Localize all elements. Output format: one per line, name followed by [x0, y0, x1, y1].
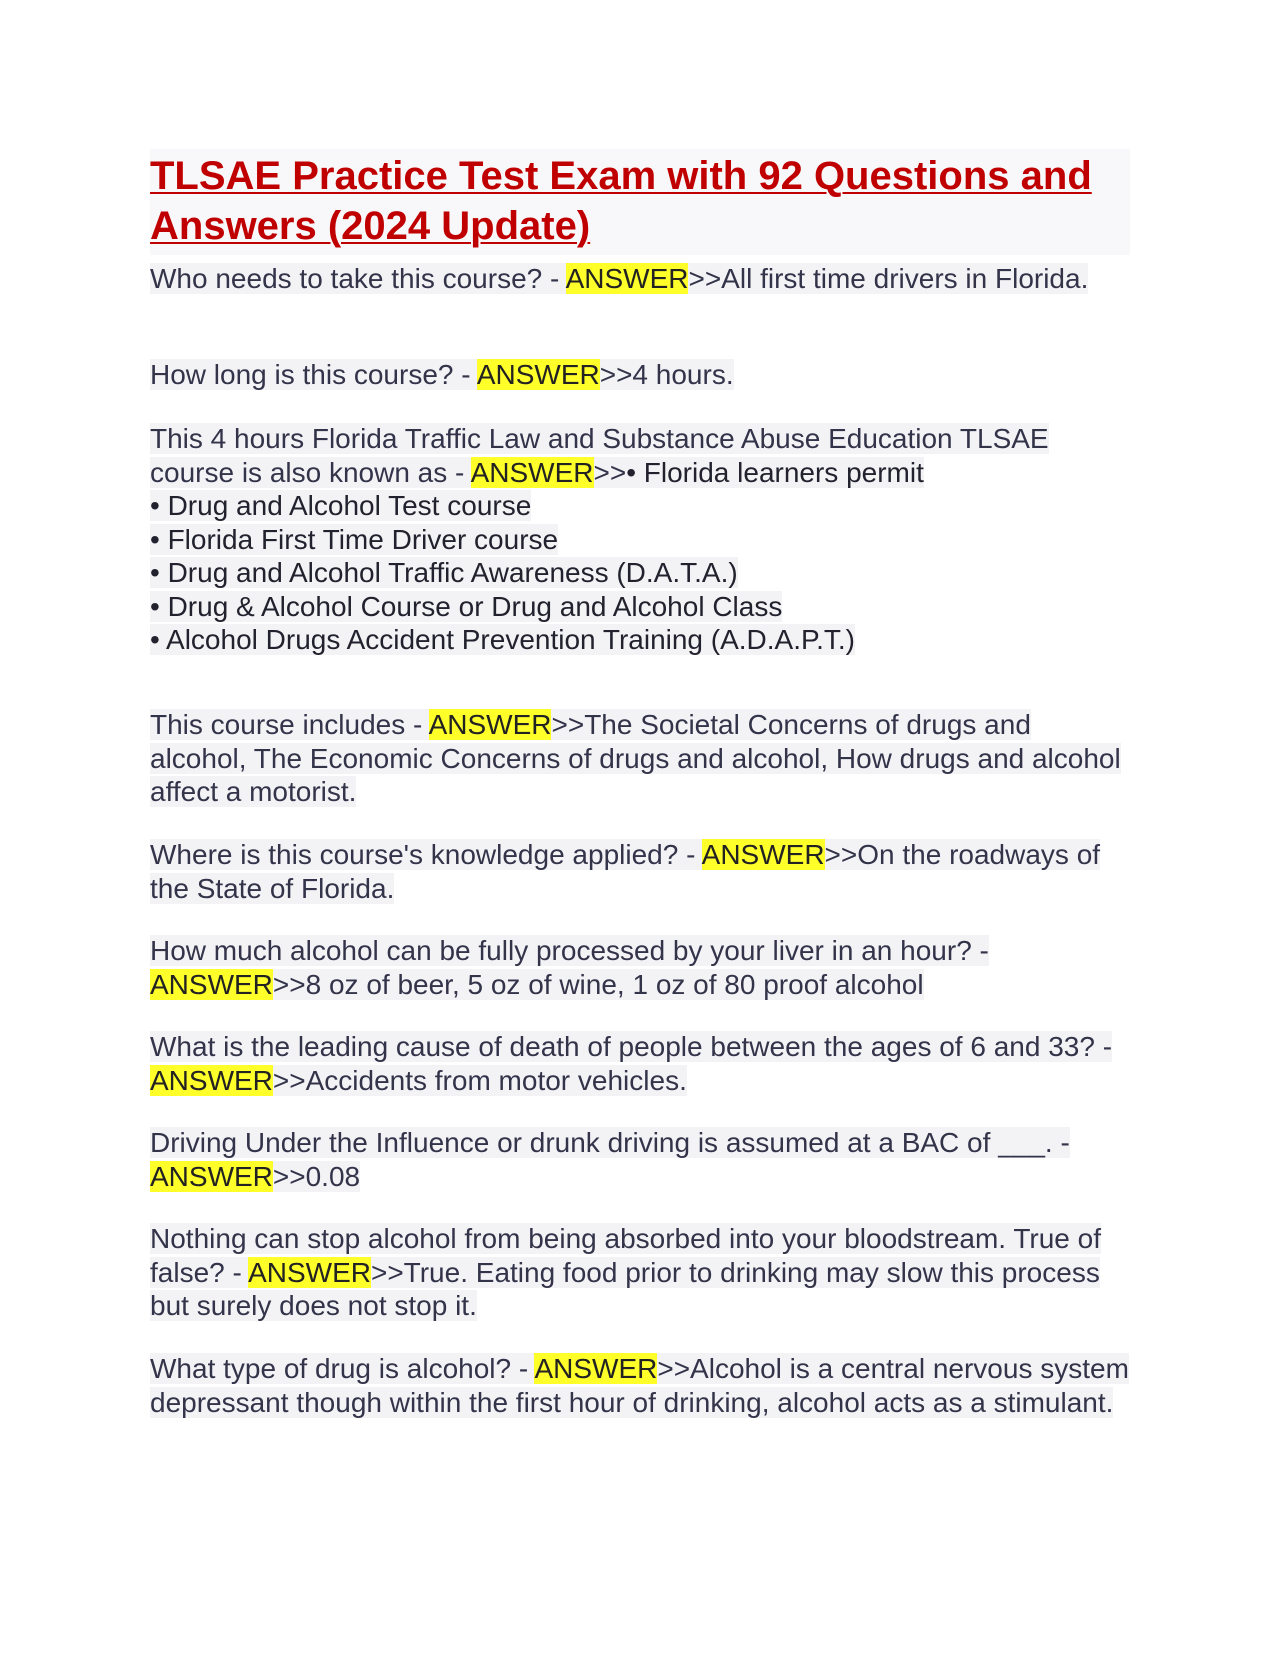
qa-item: [150, 1126, 1130, 1193]
answer-label: ANSWER: [150, 968, 273, 1000]
answer-label: ANSWER: [565, 263, 689, 294]
qa-item: [150, 422, 1130, 657]
answer-text: The Societal Concerns of drugs and alcohol, The Economic Concerns of drugs and alcohol, How drugs and alcohol affect a motorist.: [150, 709, 1121, 807]
question-text: What type of drug is alcohol? -: [150, 1353, 535, 1384]
answer-prefix: >>: [551, 709, 585, 740]
qa-item: [150, 1352, 1130, 1419]
answer-bullet: • Florida First Time Driver course: [150, 523, 559, 555]
document-title: TLSAE Practice Test Exam with 92 Questions and Answers (2024 Update): [150, 154, 1092, 248]
qa-item: [150, 838, 1130, 905]
question-text: This 4 hours Florida Traffic Law and Substance Abuse Education TLSAE course is also known as -: [150, 423, 1049, 488]
answer-bullet: • Drug and Alcohol Traffic Awareness (D.A.T.A.): [150, 557, 738, 588]
answer-text: Accidents from motor vehicles.: [305, 1064, 687, 1096]
qa-item: [150, 358, 1130, 392]
answer-bullet: • Florida learners permit: [626, 456, 924, 488]
answer-label: ANSWER: [248, 1256, 371, 1288]
answer-label: ANSWER: [150, 1160, 273, 1192]
qa-item: [150, 262, 1130, 296]
answer-bullet: • Drug & Alcohol Course or Drug and Alcohol Class: [150, 590, 783, 622]
answer-label: ANSWER: [476, 359, 600, 390]
answer-text: 4 hours.: [632, 359, 734, 390]
answer-prefix: >>: [593, 456, 627, 488]
answer-label: ANSWER: [470, 456, 594, 488]
answer-bullet: • Alcohol Drugs Accident Prevention Training (A.D.A.P.T.): [150, 624, 855, 655]
answer-label: ANSWER: [150, 1064, 273, 1096]
question-text: Nothing can stop alcohol from being absorbed into your bloodstream. True of false? -: [150, 1223, 1102, 1288]
qa-item: [150, 708, 1130, 809]
answer-prefix: >>: [688, 263, 722, 294]
answer-text: 0.08: [305, 1160, 361, 1192]
answer-prefix: >>: [370, 1256, 404, 1288]
question-text: Who needs to take this course? -: [150, 263, 566, 294]
answer-prefix: >>: [272, 1064, 306, 1096]
answer-label: ANSWER: [701, 839, 825, 870]
answer-text: All first time drivers in Florida.: [721, 263, 1089, 294]
question-text: This course includes -: [150, 709, 429, 740]
answer-text: On the roadways of the State of Florida.: [150, 839, 1101, 904]
answer-prefix: >>: [272, 1160, 306, 1192]
answer-label: ANSWER: [428, 709, 552, 740]
question-text: What is the leading cause of death of people between the ages of 6 and 33? -: [150, 1031, 1113, 1062]
answer-label: ANSWER: [534, 1353, 658, 1384]
answer-prefix: >>: [599, 359, 633, 390]
answer-bullet: • Drug and Alcohol Test course: [150, 490, 532, 521]
answer-prefix: >>: [657, 1353, 691, 1384]
question-text: How long is this course? -: [150, 359, 477, 390]
answer-text: Alcohol is a central nervous system depressant though within the first hour of drinking, alcohol acts as a stimulant.: [150, 1353, 1129, 1418]
qa-item: [150, 934, 1130, 1001]
answer-text: True. Eating food prior to drinking may slow this process but surely does not stop it.: [150, 1256, 1100, 1321]
answer-text: 8 oz of beer, 5 oz of wine, 1 oz of 80 proof alcohol: [305, 968, 924, 1000]
question-text: Driving Under the Influence or drunk driving is assumed at a BAC of ___. -: [150, 1127, 1070, 1158]
question-text: How much alcohol can be fully processed by your liver in an hour? -: [150, 935, 989, 966]
title-block: [150, 149, 1130, 255]
qa-item: [150, 1030, 1130, 1097]
qa-item: [150, 1222, 1130, 1323]
answer-prefix: >>: [824, 839, 858, 870]
question-text: Where is this course's knowledge applied? -: [150, 839, 702, 870]
answer-prefix: >>: [272, 968, 306, 1000]
